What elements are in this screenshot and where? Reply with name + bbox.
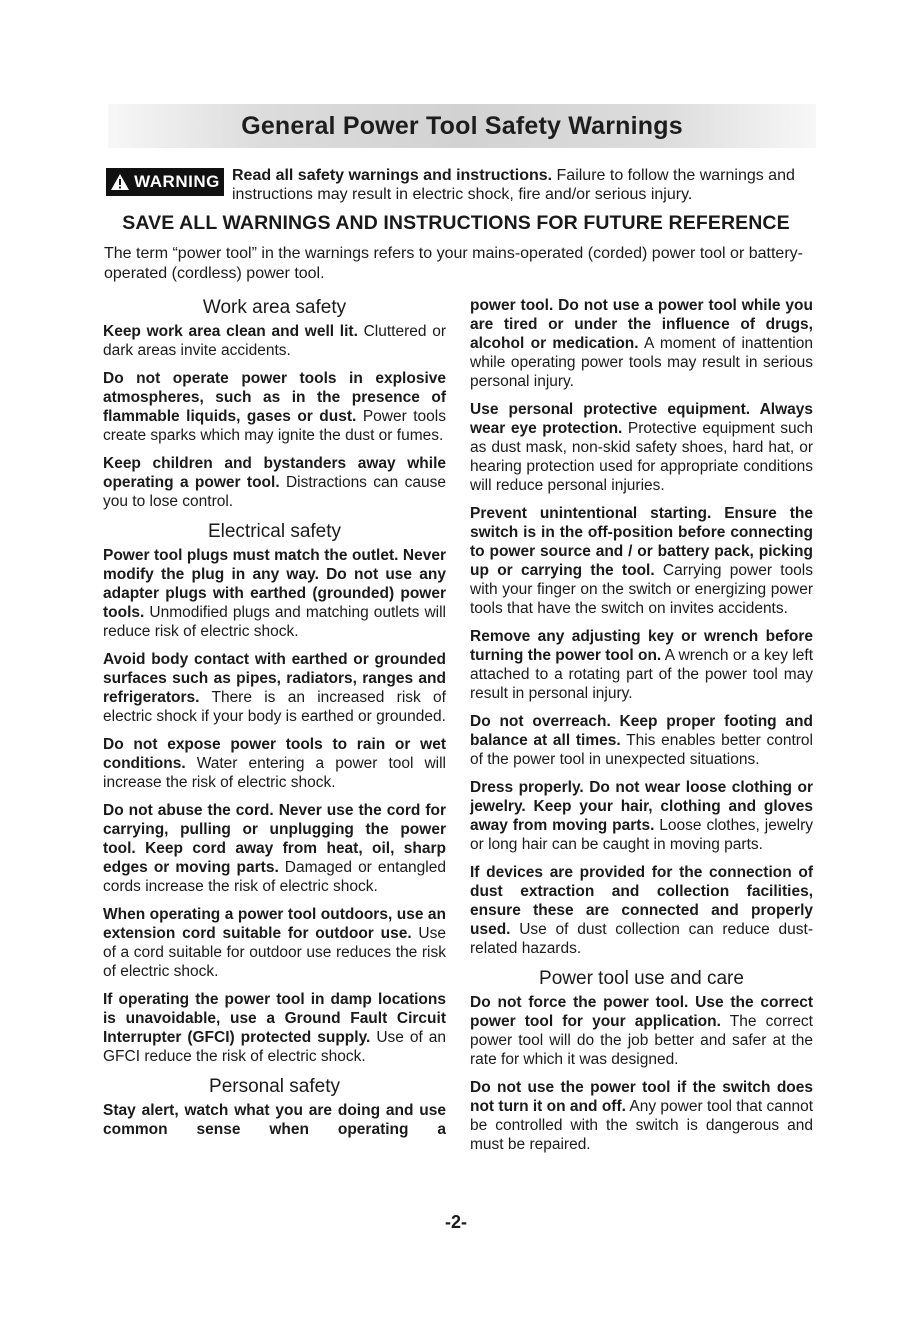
page-title: General Power Tool Safety Warnings [241, 111, 683, 140]
warning-triangle-icon [110, 173, 130, 191]
list-item: When operating a power tool outdoors, use an extension cord suitable for outdoor use. Use of a cord suitable for outdoor use reduces the risk of electric shock. [103, 906, 446, 980]
title-banner [108, 104, 816, 148]
list-item: Prevent unintentional starting. Ensure the switch is in the off-position before connecting to power source and / or battery pack, picking up or carrying the tool. Carrying power tools with your finger on the switch or energizing power tools that have the switch on invites accidents. [470, 505, 813, 617]
list-item: Keep children and bystanders away while operating a power tool. Distractions can cause you to lose control. [103, 455, 446, 510]
list-item: If devices are provided for the connection of dust extraction and collection facilities, ensure these are connected and properly used. Use of dust collection can reduce dust-related hazards. [470, 864, 813, 957]
list-item: Power tool plugs must match the outlet. Never modify the plug in any way. Do not use any adapter plugs with earthed (grounded) power tools. Unmodified plugs and matching outlets will reduce risk of electric shock. [103, 547, 446, 640]
section-heading-personal: Personal safety [209, 1076, 340, 1097]
list-item: Do not operate power tools in explosive atmospheres, such as in the presence of flammable liquids, gases or dust. Power tools create sparks which may ignite the dust or fumes. [103, 370, 446, 444]
list-item: Use personal protective equipment. Always wear eye protection. Protective equipment such as dust mask, non-skid safety shoes, hard hat, or hearing protection used for appropriate conditions will reduce personal injuries. [470, 401, 813, 494]
list-item: Keep work area clean and well lit. Cluttered or dark areas invite accidents. [103, 323, 446, 359]
list-item: Do not abuse the cord. Never use the cord for carrying, pulling or unplugging the power tool. Keep cord away from heat, oil, sharp edges or moving parts. Damaged or entangled cords increase the risk of electric shock. [103, 802, 446, 895]
right-column [470, 296, 813, 1163]
warning-text [232, 166, 814, 204]
list-item: Dress properly. Do not wear loose clothing or jewelry. Keep your hair, clothing and gloves away from moving parts. Loose clothes, jewelry or long hair can be caught in moving parts. [470, 779, 813, 853]
list-item: Remove any adjusting key or wrench before turning the power tool on. A wrench or a key left attached to a rotating part of the power tool may result in personal injury. [470, 628, 813, 702]
warning-bold: Read all safety warnings and instructions. [232, 167, 553, 184]
section-heading-work-area: Work area safety [202, 297, 347, 318]
list-item: Do not overreach. Keep proper footing and balance at all times. This enables better control of the power tool in unexpected situations. [470, 713, 813, 768]
save-notice: SAVE ALL WARNINGS AND INSTRUCTIONS FOR FUTURE REFERENCE [122, 212, 790, 234]
section-heading-electrical: Electrical safety [207, 521, 342, 542]
page-number: -2- [445, 1212, 467, 1232]
warning-badge-label: WARNING [134, 172, 220, 191]
list-item: power tool. Do not use a power tool while you are tired or under the influence of drugs, alcohol or medication. A moment of inattention while operating power tools may result in serious personal injury. [470, 297, 813, 390]
list-item: Avoid body contact with earthed or grounded surfaces such as pipes, radiators, ranges and refrigerators. There is an increased risk of electric shock if your body is earthed or grounded. [103, 651, 446, 725]
intro-paragraph: The term “power tool” in the warnings refers to your mains-operated (corded) power tool or battery-operated (cordless) power tool. [104, 245, 803, 282]
left-column [103, 296, 446, 1148]
list-item: If operating the power tool in damp locations is unavoidable, use a Ground Fault Circuit Interrupter (GFCI) protected supply. Use of an GFCI reduce the risk of electric shock. [103, 991, 446, 1065]
list-item: Do not force the power tool. Use the correct power tool for your application. The correct power tool will do the job better and safer at the rate for which it was designed. [470, 994, 813, 1068]
warning-body: Failure to follow the warnings and instructions may result in electric shock, fire and/or serious injury. [232, 167, 795, 203]
section-heading-use-care: Power tool use and care [539, 968, 744, 989]
list-item: Do not use the power tool if the switch does not turn it on and off. Any power tool that cannot be controlled with the switch is dangerous and must be repaired. [470, 1079, 813, 1153]
list-item: Stay alert, watch what you are doing and use common sense when operating a [103, 1102, 446, 1138]
warning-badge [106, 168, 224, 196]
list-item: Do not expose power tools to rain or wet conditions. Water entering a power tool will increase the risk of electric shock. [103, 736, 446, 791]
